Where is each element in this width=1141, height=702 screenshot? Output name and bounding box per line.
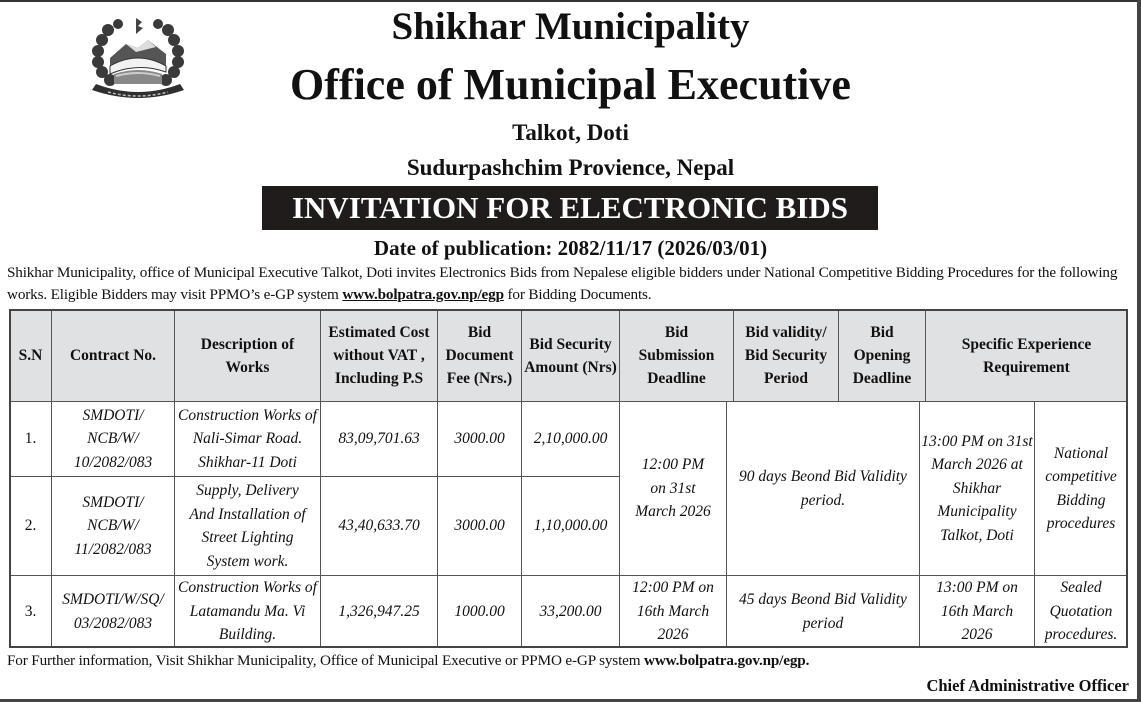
row-1-sn: 1.	[9, 401, 52, 477]
row-3-doc-fee: 1000.00	[437, 575, 522, 648]
row-3-opening-deadline: 13:00 PM on 16th March 2026	[919, 575, 1035, 648]
row-1-doc-fee: 3000.00	[437, 401, 522, 477]
column-header-experience: Specific Experience Requirement	[925, 309, 1128, 402]
row-3-estimated-cost: 1,326,947.25	[320, 575, 438, 648]
office-location: Talkot, Doti	[512, 120, 629, 145]
publication-date: Date of publication: 2082/11/17 (2026/03/01)	[373, 236, 768, 260]
row-3-description: Construction Works of Latamandu Ma. Vi Building.	[174, 575, 321, 648]
row-3-experience-requirement: Sealed Quotation procedures.	[1034, 575, 1128, 648]
column-header-opening-deadline: Bid Opening Deadline	[838, 309, 926, 402]
row-3-sn: 3.	[9, 575, 52, 648]
row-2-security-amount: 1,10,000.00	[521, 476, 620, 576]
row-1-security-amount: 2,10,000.00	[521, 401, 620, 477]
row-2-doc-fee: 3000.00	[437, 476, 522, 576]
province: Sudurpashchim Provience, Nepal	[406, 155, 735, 180]
footer-text: For Further information, Visit Shikhar Municipality, Office of Municipal Executive or PPMO e-GP system	[7, 652, 645, 669]
row-1-description: Construction Works of Nali-Simar Road. Shikhar-11 Doti	[174, 401, 321, 477]
column-header-description: Description of Works	[174, 309, 321, 402]
footer-bolpatra-link[interactable]: www.bolpatra.gov.np/egp.	[644, 652, 810, 669]
row-3-submission-deadline: 12:00 PM on 16th March 2026	[619, 575, 727, 648]
rows-1-2-submission-deadline: 12:00 PM on 31st March 2026	[619, 401, 727, 576]
column-header-doc-fee: Bid Document Fee (Nrs.)	[437, 309, 522, 402]
intro-text-end: for Bidding Documents.	[503, 286, 652, 303]
column-header-contract-no: Contract No.	[51, 309, 175, 402]
intro-paragraph	[7, 262, 1137, 306]
column-header-security-amount: Bid Security Amount (Nrs)	[521, 309, 620, 402]
row-1-estimated-cost: 83,09,701.63	[320, 401, 438, 477]
row-3-contract-no: SMDOTI/W/SQ/ 03/2082/083	[51, 575, 175, 648]
intro-text: Shikhar Municipality, office of Municipal Executive Talkot, Doti invites Electronics Bids from Nepalese eligible bidders under National Competitive Bidding Procedures for the following works. Eligible Bidders may visit PPMO’s e-GP system	[7, 264, 1118, 303]
row-2-description: Supply, Delivery And Installation of Street Lighting System work.	[174, 476, 321, 576]
row-2-sn: 2.	[9, 476, 52, 576]
row-3-security-amount: 33,200.00	[521, 575, 620, 648]
rows-1-2-validity-period: 90 days Beond Bid Validity period.	[726, 401, 920, 576]
row-1-contract-no: SMDOTI/ NCB/W/ 10/2082/083	[51, 401, 175, 477]
rows-1-2-opening-deadline: 13:00 PM on 31st March 2026 at Shikhar Municipality Talkot, Doti	[919, 401, 1035, 576]
bolpatra-link[interactable]: www.bolpatra.gov.np/egp	[342, 286, 504, 303]
notice-title-banner: INVITATION FOR ELECTRONIC BIDS	[262, 186, 878, 230]
rows-1-2-experience-requirement: National competitive Bidding procedures	[1034, 401, 1128, 576]
row-2-estimated-cost: 43,40,633.70	[320, 476, 438, 576]
row-2-contract-no: SMDOTI/ NCB/W/ 11/2082/083	[51, 476, 175, 576]
column-header-validity-period: Bid validity/ Bid Security Period	[733, 309, 839, 402]
signoff: Chief Administrative Officer	[926, 676, 1129, 695]
column-header-submission-deadline: Bid Submission Deadline	[619, 309, 734, 402]
column-header-estimated-cost: Estimated Cost without VAT , Including P.S	[320, 309, 438, 402]
page-border-top	[0, 0, 1141, 2]
row-3-validity-period: 45 days Beond Bid Validity period	[726, 575, 920, 648]
office-name: Office of Municipal Executive	[290, 60, 851, 109]
column-header-sn: S.N	[9, 309, 52, 402]
municipality-name: Shikhar Municipality	[391, 5, 750, 48]
footer-note	[7, 651, 809, 671]
